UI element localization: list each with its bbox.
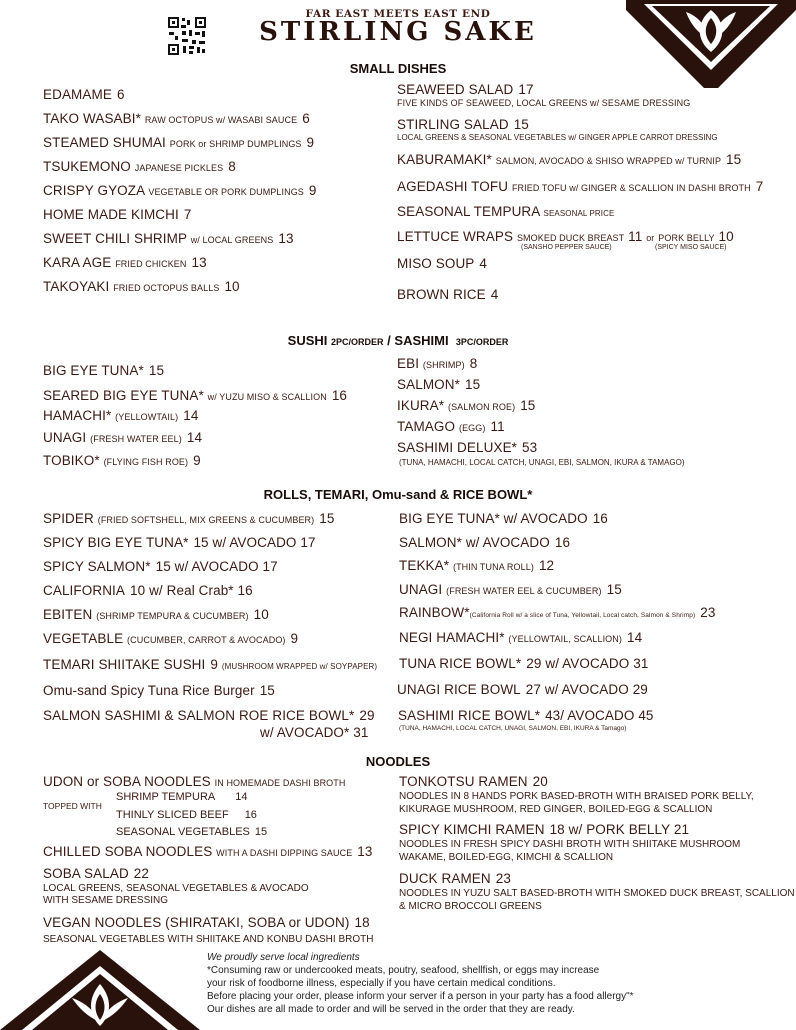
menu-item-description: & MICRO BROCCOLI GREENS — [399, 901, 542, 912]
section-heading-small-dishes: SMALL DISHES — [349, 61, 447, 76]
menu-item: SASHIMI RICE BOWL* 43/ AVOCADO 45 — [398, 708, 654, 723]
menu-item: TAKO WASABI* RAW OCTOPUS w/ WASABI SAUCE 6 — [43, 111, 310, 126]
topping-item: SHRIMP TEMPURA 14 — [116, 791, 248, 803]
footer-disclaimer-line: your risk of foodborne illness, especially if you have certain medical conditions. — [207, 978, 556, 989]
menu-item: UNAGI (FRESH WATER EEL & CUCUMBER) 15 — [399, 582, 622, 597]
menu-item: TUNA RICE BOWL* 29 w/ AVOCADO 31 — [399, 656, 649, 671]
menu-item-description: NOODLES IN 8 HANDS PORK BASED-BROTH WITH BRAISED PORK BELLY, — [399, 791, 754, 802]
menu-item: LETTUCE WRAPS SMOKED DUCK BREAST 11 or PORK BELLY 10 — [397, 229, 734, 244]
menu-item-description: NOODLES IN YUZU SALT BASED-BROTH WITH SMOKED DUCK BREAST, SCALLION — [399, 888, 795, 899]
menu-item: BIG EYE TUNA* 15 — [43, 363, 165, 378]
menu-item: TOBIKO* (FLYING FISH ROE) 9 — [43, 453, 201, 468]
footer-disclaimer-line: Before placing your order, please inform your server if a person in your party has a food allergy"* — [207, 991, 634, 1002]
menu-item-note: (SPICY MISO SAUCE) — [655, 244, 727, 251]
restaurant-title: STIRLING SAKE — [259, 17, 537, 47]
menu-item: AGEDASHI TOFU FRIED TOFU w/ GINGER & SCALLION IN DASHI BROTH 7 — [397, 179, 764, 194]
menu-item: SALMON SASHIMI & SALMON ROE RICE BOWL* 29 — [43, 708, 375, 723]
menu-item: CALIFORNIA 10 w/ Real Crab* 16 — [43, 583, 253, 598]
menu-item-description: KIKURAGE MUSHROOM, RED GINGER, BOILED-EGG & SCALLION — [399, 804, 713, 815]
menu-item: SEARED BIG EYE TUNA* w/ YUZU MISO & SCALLION 16 — [43, 388, 348, 403]
menu-item-description: NOODLES IN FRESH SPICY DASHI BROTH WITH SHIITAKE MUSHROOM — [399, 839, 741, 850]
menu-item: EBI (SHRIMP) 8 — [397, 356, 478, 371]
menu-item: STEAMED SHUMAI PORK or SHRIMP DUMPLINGS 9 — [43, 135, 315, 150]
menu-item: SPICY BIG EYE TUNA* 15 w/ AVOCADO 17 — [43, 535, 316, 550]
menu-item: Omu-sand Spicy Tuna Rice Burger 15 — [43, 683, 275, 698]
menu-item: SALMON* w/ AVOCADO 16 — [399, 535, 571, 550]
menu-item: BROWN RICE 4 — [397, 287, 499, 302]
menu-item: TONKOTSU RAMEN 20 — [399, 774, 548, 789]
section-heading-rolls: ROLLS, TEMARI, Omu-sand & RICE BOWL* — [263, 487, 533, 502]
menu-item-note: (SANSHO PEPPER SAUCE) — [521, 244, 612, 251]
menu-item: UNAGI (FRESH WATER EEL) 14 — [43, 430, 203, 445]
menu-item: VEGETABLE (CUCUMBER, CARROT & AVOCADO) 9 — [43, 631, 299, 646]
section-heading-noodles: NOODLES — [365, 754, 431, 769]
menu-item-description: FIVE KINDS OF SEAWEED, LOCAL GREENS w/ SESAME DRESSING — [397, 98, 691, 108]
menu-item: CRISPY GYOZA VEGETABLE OR PORK DUMPLINGS 9 — [43, 183, 317, 198]
menu-item: DUCK RAMEN 23 — [399, 871, 511, 886]
menu-item: TEMARI SHIITAKE SUSHI 9 (MUSHROOM WRAPPED w/ SOYPAPER) — [43, 657, 378, 672]
tagline: FAR EAST MEETS EAST END — [305, 8, 491, 20]
menu-item: HAMACHI* (YELLOWTAIL) 14 — [43, 408, 199, 423]
menu-item: UDON or SOBA NOODLES IN HOMEMADE DASHI BROTH — [43, 774, 346, 789]
menu-item-description: (TUNA, HAMACHI, LOCAL CATCH, UNAGI, SALMON, EBI, IKURA & Tamago) — [399, 725, 627, 732]
menu-item: SPICY SALMON* 15 w/ AVOCADO 17 — [43, 559, 278, 574]
footer-local-note: We proudly serve local ingredients — [207, 952, 360, 963]
menu-item: TAKOYAKI FRIED OCTOPUS BALLS 10 — [43, 279, 240, 294]
menu-item: EDAMAME 6 — [43, 87, 125, 102]
topped-with-label: TOPPED WITH — [43, 801, 102, 811]
menu-item: CHILLED SOBA NOODLES WITH A DASHI DIPPING SAUCE 13 — [43, 844, 373, 859]
menu-item: MISO SOUP 4 — [397, 256, 488, 271]
menu-item: VEGAN NOODLES (SHIRATAKI, SOBA or UDON) 18 — [43, 915, 370, 930]
menu-item: SPIDER (FRIED SOFTSHELL, MIX GREENS & CUCUMBER) 15 — [43, 511, 335, 526]
menu-item-description: LOCAL GREENS & SEASONAL VEGETABLES w/ GINGER APPLE CARROT DRESSING — [397, 133, 718, 142]
menu-item-description: (TUNA, HAMACHI, LOCAL CATCH, UNAGI, EBI, SALMON, IKURA & TAMAGO) — [399, 458, 685, 467]
menu-item: RAINBOW*(California Roll w/ a slice of Tuna, Yellowtail, Local catch, Salmon & Shrimp) 23 — [399, 605, 716, 620]
menu-item-description: WITH SESAME DRESSING — [43, 895, 169, 906]
menu-item: SOBA SALAD 22 — [43, 866, 150, 881]
topping-item: SEASONAL VEGETABLES 15 — [116, 826, 268, 838]
menu-item: EBITEN (SHRIMP TEMPURA & CUCUMBER) 10 — [43, 607, 269, 622]
footer-disclaimer-line: *Consuming raw or undercooked meats, poutry, seafood, shellfish, or eggs may increase — [207, 965, 600, 976]
menu-item: STIRLING SALAD 15 — [397, 117, 529, 132]
menu-item: IKURA* (SALMON ROE) 15 — [397, 398, 536, 413]
menu-item: HOME MADE KIMCHI 7 — [43, 207, 192, 222]
menu-item: SEASONAL TEMPURA SEASONAL PRICE — [397, 204, 615, 219]
menu-item: KARA AGE FRIED CHICKEN 13 — [43, 255, 207, 270]
menu-item-description: WAKAME, BOILED-EGG, KIMCHI & SCALLION — [399, 852, 614, 863]
menu-item: NEGI HAMACHI* (YELLOWTAIL, SCALLION) 14 — [399, 630, 643, 645]
menu-item: SALMON* 15 — [397, 377, 481, 392]
menu-item-description: LOCAL GREENS, SEASONAL VEGETABLES & AVOCADO — [43, 883, 309, 894]
menu-item: SASHIMI DELUXE* 53 — [397, 440, 538, 455]
menu-item-avocado: w/ AVOCADO* 31 — [260, 725, 369, 740]
menu-item: SPICY KIMCHI RAMEN 18 w/ PORK BELLY 21 — [399, 822, 690, 837]
menu-item: SWEET CHILI SHRIMP w/ LOCAL GREENS 13 — [43, 231, 294, 246]
topping-item: THINLY SLICED BEEF 16 — [116, 809, 257, 821]
menu-item: TEKKA* (THIN TUNA ROLL) 12 — [399, 558, 555, 573]
diamond-ornament-icon — [0, 948, 200, 1030]
menu-item: KABURAMAKI* SALMON, AVOCADO & SHISO WRAPPED w/ TURNIP 15 — [397, 152, 742, 167]
section-heading-sushi-sashimi: SUSHI 2PC/ORDER / SASHIMI 3PC/ORDER — [287, 333, 509, 348]
menu-item: TSUKEMONO JAPANESE PICKLES 8 — [43, 159, 236, 174]
menu-item-description: SEASONAL VEGETABLES WITH SHIITAKE AND KONBU DASHI BROTH — [43, 934, 374, 945]
menu-item: UNAGI RICE BOWL 27 w/ AVOCADO 29 — [397, 682, 648, 697]
menu-item: BIG EYE TUNA* w/ AVOCADO 16 — [399, 511, 608, 526]
menu-item: TAMAGO (EGG) 11 — [397, 419, 505, 434]
footer-disclaimer-line: Our dishes are all made to order and will be served in the order that they are ready. — [207, 1004, 575, 1015]
menu-item: SEAWEED SALAD 17 — [397, 82, 534, 97]
